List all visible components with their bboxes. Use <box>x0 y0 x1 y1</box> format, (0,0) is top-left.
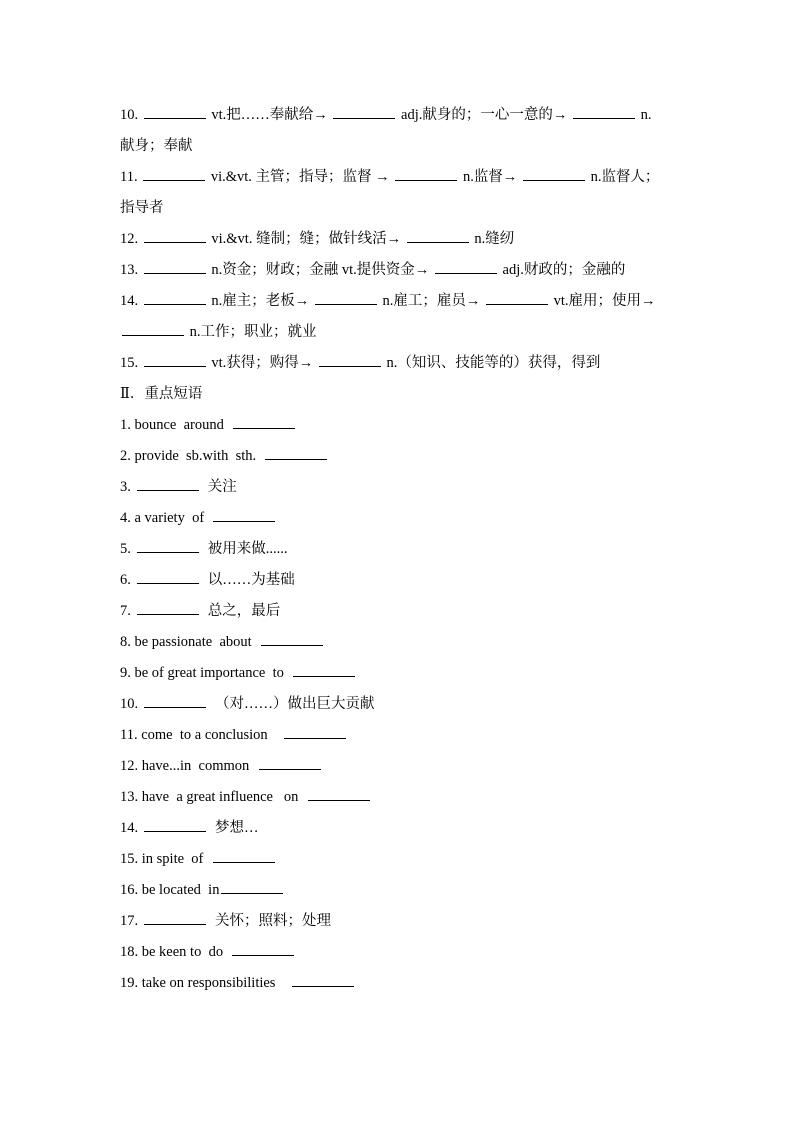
answer-blank[interactable] <box>435 259 497 274</box>
line-text: 15. <box>120 355 142 371</box>
line-text: n.缝纫 <box>470 231 515 247</box>
line-text: 19. take on responsibilities <box>120 975 290 991</box>
phrase-item <box>120 596 680 627</box>
line-text: 被用来做...... <box>200 541 288 557</box>
answer-blank[interactable] <box>213 507 275 522</box>
line-text: 指导者 <box>120 200 164 216</box>
vocab-item <box>120 255 680 286</box>
line-text: n.工作；职业；就业 <box>186 324 317 340</box>
line-text: 1. bounce around <box>120 417 232 433</box>
vocab-item-continued <box>120 193 680 224</box>
line-text: 15. in spite of <box>120 851 211 867</box>
section-title: Ⅱ．重点短语 <box>120 386 203 402</box>
phrase-item <box>120 782 680 813</box>
answer-blank[interactable] <box>333 104 395 119</box>
phrase-item <box>120 906 680 937</box>
line-text: n.资金；财政；金融 vt.提供资金→ <box>207 262 433 278</box>
answer-blank[interactable] <box>407 228 469 243</box>
answer-blank[interactable] <box>486 290 548 305</box>
line-text: 关怀；照料；处理 <box>207 913 331 929</box>
line-text: 13. <box>120 262 142 278</box>
line-text: 12. have...in common <box>120 758 257 774</box>
line-text: 2. provide sb.with sth. <box>120 448 264 464</box>
answer-blank[interactable] <box>265 445 327 460</box>
vocab-item-continued <box>120 317 680 348</box>
phrase-item <box>120 627 680 658</box>
line-text: adj.献身的；一心一意的→ <box>397 107 571 123</box>
answer-blank[interactable] <box>137 538 199 553</box>
phrase-item <box>120 441 680 472</box>
line-text: 14. <box>120 820 142 836</box>
line-text: vt.雇用；使用→ <box>550 293 656 309</box>
phrase-item <box>120 751 680 782</box>
answer-blank[interactable] <box>213 848 275 863</box>
vocab-item <box>120 162 680 193</box>
answer-blank[interactable] <box>144 228 206 243</box>
line-text: vt.把……奉献给→ <box>207 107 332 123</box>
phrase-item <box>120 472 680 503</box>
answer-blank[interactable] <box>315 290 377 305</box>
answer-blank[interactable] <box>573 104 635 119</box>
answer-blank[interactable] <box>293 662 355 677</box>
phrase-item <box>120 937 680 968</box>
answer-blank[interactable] <box>144 259 206 274</box>
line-text: 4. a variety of <box>120 510 212 526</box>
line-text: 17. <box>120 913 142 929</box>
line-text: 8. be passionate about <box>120 634 259 650</box>
line-text: n.雇工；雇员→ <box>378 293 484 309</box>
answer-blank[interactable] <box>308 786 370 801</box>
answer-blank[interactable] <box>395 166 457 181</box>
answer-blank[interactable] <box>144 693 206 708</box>
answer-blank[interactable] <box>221 879 283 894</box>
answer-blank[interactable] <box>144 290 206 305</box>
phrase-item <box>120 565 680 596</box>
phrase-item <box>120 813 680 844</box>
vocab-item-continued <box>120 131 680 162</box>
answer-blank[interactable] <box>232 941 294 956</box>
line-text: vt.获得；购得→ <box>207 355 317 371</box>
vocab-item <box>120 224 680 255</box>
line-text: n.监督→ <box>459 169 521 185</box>
answer-blank[interactable] <box>144 352 206 367</box>
line-text: 5. <box>120 541 135 557</box>
vocab-item <box>120 286 680 317</box>
line-text: （对……）做出巨大贡献 <box>207 696 375 712</box>
answer-blank[interactable] <box>137 476 199 491</box>
line-text: 13. have a great influence on <box>120 789 306 805</box>
line-text: 14. <box>120 293 142 309</box>
line-text: n. <box>637 107 652 123</box>
line-text: 关注 <box>200 479 237 495</box>
line-text: 16. be located in <box>120 882 220 898</box>
phrase-item <box>120 658 680 689</box>
line-text: n.（知识、技能等的）获得，得到 <box>382 355 601 371</box>
answer-blank[interactable] <box>144 104 206 119</box>
answer-blank[interactable] <box>137 600 199 615</box>
line-text: 12. <box>120 231 142 247</box>
line-text: 18. be keen to do <box>120 944 231 960</box>
answer-blank[interactable] <box>233 414 295 429</box>
vocab-item <box>120 348 680 379</box>
phrase-item <box>120 844 680 875</box>
answer-blank[interactable] <box>292 972 354 987</box>
line-text: 10. <box>120 107 142 123</box>
answer-blank[interactable] <box>122 321 184 336</box>
line-text: vi.&vt. 主管；指导；监督 → <box>207 169 394 185</box>
line-text: 梦想… <box>207 820 259 836</box>
line-text: 10. <box>120 696 142 712</box>
line-text: 6. <box>120 572 135 588</box>
line-text: 9. be of great importance to <box>120 665 292 681</box>
answer-blank[interactable] <box>261 631 323 646</box>
answer-blank[interactable] <box>523 166 585 181</box>
vocab-item <box>120 100 680 131</box>
line-text: 以……为基础 <box>200 572 295 588</box>
phrase-item <box>120 503 680 534</box>
line-text: n.雇主；老板→ <box>207 293 313 309</box>
phrase-item <box>120 968 680 999</box>
answer-blank[interactable] <box>284 724 346 739</box>
line-text: 献身；奉献 <box>120 138 193 154</box>
line-text: 11. come to a conclusion <box>120 727 283 743</box>
line-text: 11. <box>120 169 142 185</box>
answer-blank[interactable] <box>144 817 206 832</box>
line-text: n.监督人； <box>586 169 660 185</box>
phrase-item <box>120 534 680 565</box>
line-text: 3. <box>120 479 135 495</box>
line-text: adj.财政的；金融的 <box>498 262 626 278</box>
answer-blank[interactable] <box>319 352 381 367</box>
worksheet-content <box>120 100 680 999</box>
answer-blank[interactable] <box>143 166 205 181</box>
line-text: 总之，最后 <box>200 603 281 619</box>
answer-blank[interactable] <box>259 755 321 770</box>
answer-blank[interactable] <box>137 569 199 584</box>
phrase-item <box>120 720 680 751</box>
phrase-item <box>120 410 680 441</box>
line-text: vi.&vt. 缝制；缝；做针线活→ <box>207 231 405 247</box>
phrase-item <box>120 689 680 720</box>
phrase-item <box>120 875 680 906</box>
line-text: 7. <box>120 603 135 619</box>
answer-blank[interactable] <box>144 910 206 925</box>
